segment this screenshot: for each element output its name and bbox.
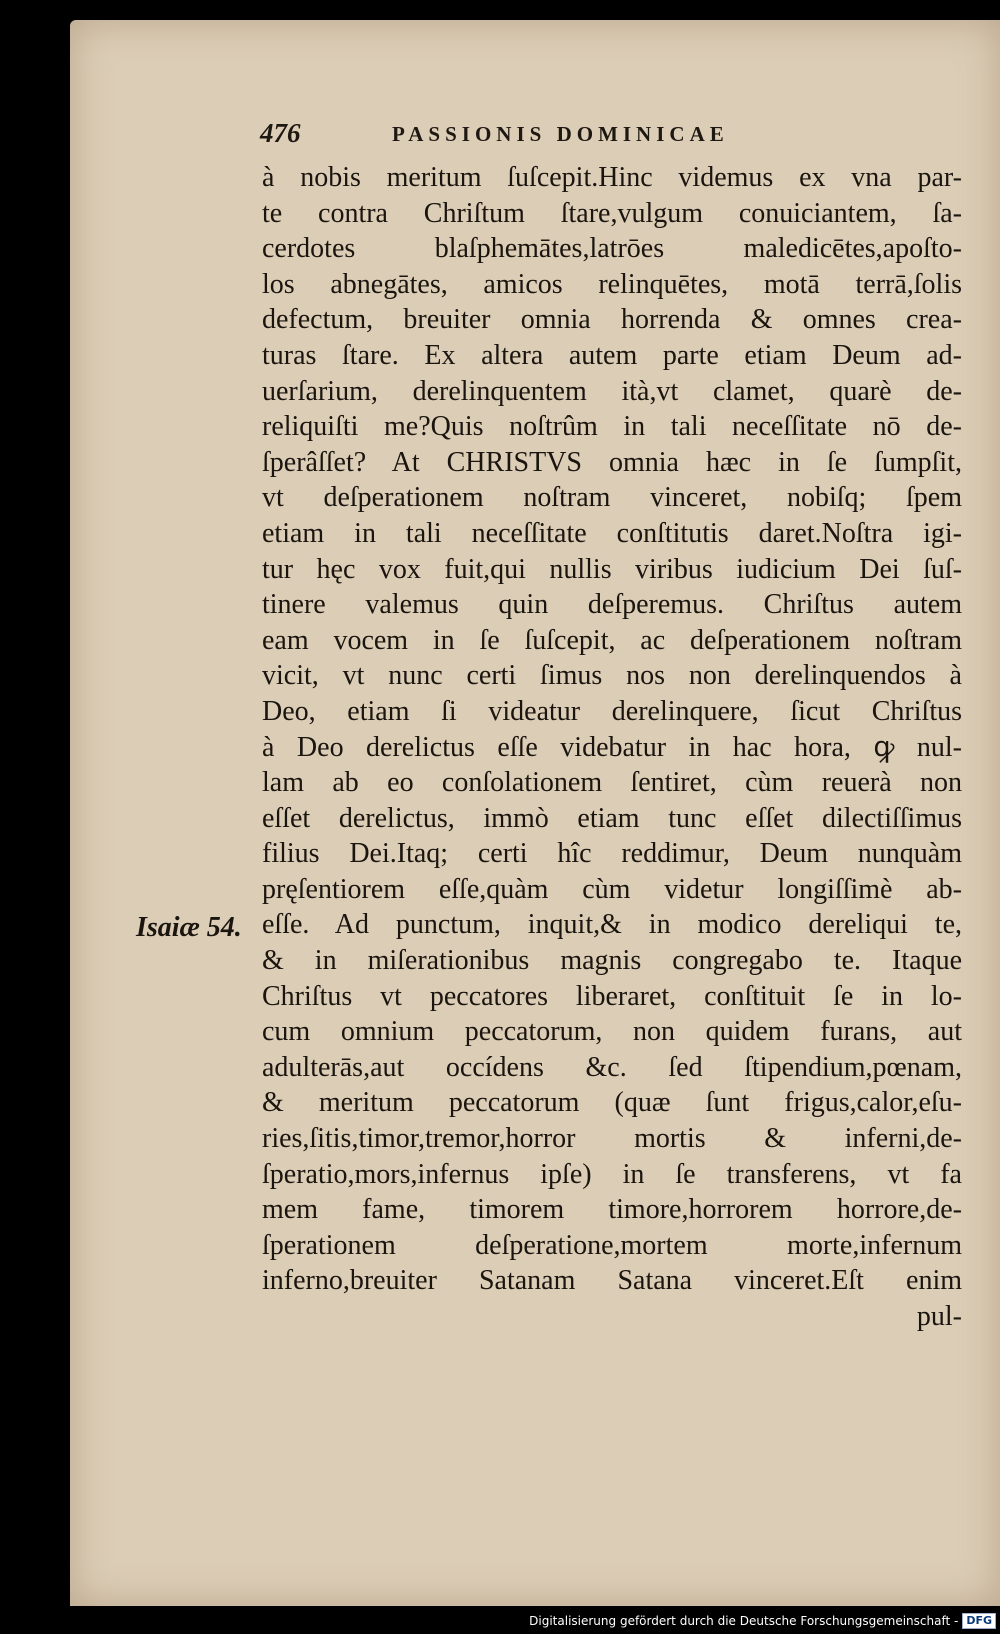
text-line: & meritum peccatorum (quæ ſunt frigus,calor,eſu-	[262, 1087, 962, 1119]
text-line: los abnegātes, amicos relinquētes, motā terrā,ſolis	[262, 268, 962, 300]
text-line: Deo, etiam ſi videatur derelinquere, ſicut Chriſtus	[262, 695, 962, 727]
text-line: cum omnium peccatorum, non quidem furans, aut	[262, 1016, 962, 1048]
digitization-footer	[529, 1611, 996, 1631]
text-line: pręſentiorem eſſe,quàm cùm videtur longiſſimè ab-	[262, 873, 962, 905]
dfg-logo: DFG	[962, 1613, 996, 1629]
body-text	[262, 160, 962, 1335]
text-line: lam ab eo conſolationem ſentiret, cùm reuerà non	[262, 767, 962, 799]
text-line: cerdotes blaſphemātes,latrōes maledicētes,apoſto-	[262, 233, 962, 265]
text-line: inferno,breuiter Satanam Satana vinceret.Eſt enim	[262, 1265, 962, 1297]
text-line: eſſet derelictus, immò etiam tunc eſſet dilectiſſimus	[262, 802, 962, 834]
text-line: pul-	[916, 1301, 962, 1332]
text-line: tinere valemus quin deſperemus. Chriſtus autem	[262, 589, 962, 621]
text-line: eſſe. Ad punctum, inquit,& in modico dereliqui te,	[262, 909, 962, 941]
text-line: defectum, breuiter omnia horrenda & omnes crea-	[262, 304, 962, 336]
text-line: ſperâſſet? At CHRISTVS omnia hæc in ſe ſumpſit,	[262, 446, 962, 478]
text-line: te contra Chriſtum ſtare,vulgum conuiciantem, ſa-	[262, 197, 962, 229]
text-line: filius Dei.Itaq; certi hîc reddimur, Deum nunquàm	[262, 838, 962, 870]
text-line: turas ſtare. Ex altera autem parte etiam Deum ad-	[262, 339, 962, 371]
page-header	[260, 118, 960, 148]
text-line: Chriſtus vt peccatores liberaret, conſtituit ſe in lo-	[262, 980, 962, 1012]
text-line: adulterās,aut occídens &c. ſed ſtipendium,pœnam,	[262, 1051, 962, 1083]
text-line: ſperationem deſperatione,mortem morte,infernum	[262, 1229, 962, 1261]
running-title: PASSIONIS DOMINICAE	[392, 122, 729, 146]
text-line: & in miſerationibus magnis congregabo te. Itaque	[262, 945, 962, 977]
page-number: 476	[260, 118, 301, 148]
text-line: à Deo derelictus eſſe videbatur in hac hora, ꝙ nul-	[262, 731, 962, 763]
text-line: vt deſperationem noſtram vinceret, nobiſq; ſpem	[262, 482, 962, 514]
text-line: tur hęc vox fuit,qui nullis viribus iudicium Dei ſuſ-	[262, 553, 962, 585]
text-line: reliquiſti me?Quis noſtrûm in tali neceſſitate nō de-	[262, 411, 962, 443]
margin-note: Isaiæ 54.	[136, 912, 242, 943]
text-line: etiam in tali neceſſitate conſtitutis daret.Noſtra igi-	[262, 517, 962, 549]
text-line: vicit, vt nunc certi ſimus nos non derelinquendos à	[262, 660, 962, 692]
footer-credit: Digitalisierung gefördert durch die Deutsche Forschungsgemeinschaft -	[529, 1614, 959, 1628]
text-line: eam vocem in ſe ſuſcepit, ac deſperationem noſtram	[262, 624, 962, 656]
text-line: à nobis meritum ſuſcepit.Hinc videmus ex vna par-	[262, 162, 962, 193]
text-line: uerſarium, derelinquentem ità,vt clamet, quarè de-	[262, 375, 962, 407]
text-line: ries,ſitis,timor,tremor,horror mortis & inferni,de-	[262, 1123, 962, 1155]
text-line: mem fame, timorem timore,horrorem horrore,de-	[262, 1194, 962, 1226]
text-line: ſperatio,mors,infernus ipſe) in ſe transferens, vt fa	[262, 1158, 962, 1190]
